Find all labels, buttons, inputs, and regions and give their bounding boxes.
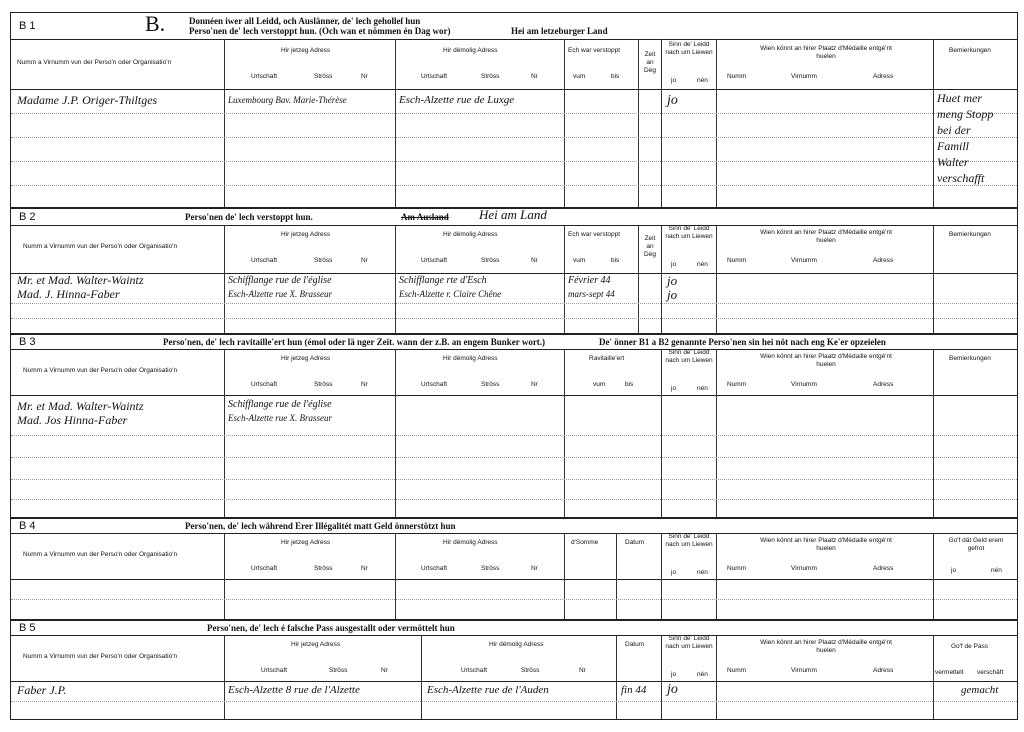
b4-col-nen: nén: [697, 569, 708, 576]
b1-remark-5: Walter: [937, 155, 969, 169]
b5-body: [11, 681, 1017, 719]
b1-code: B 1: [19, 20, 36, 32]
b4-col-datum: Datum: [625, 539, 645, 546]
b2-col-virnumm: Virnumm: [791, 257, 817, 264]
b2-entry2-date: mars-sept 44: [568, 289, 615, 299]
b1-col-old-stross: Ströss: [481, 73, 500, 80]
b3-entry2-current: Esch-Alzette rue X. Brasseur: [228, 413, 332, 423]
b2-col-nr: Nr: [361, 257, 368, 264]
b5-col-old-urtschaft: Urtschaft: [461, 667, 488, 674]
b1-remark-2: meng Stopp: [937, 107, 994, 121]
b5-col-medal: Wien könnt an hirer Plaatz d'Médaille entgé'nt huelen: [760, 639, 892, 654]
b2-col-bis: bis: [611, 257, 620, 264]
b2-col-medal: Wien könnt an hirer Plaatz d'Médaille entgé'nt huelen: [760, 229, 892, 244]
b5-title-band: [11, 621, 1017, 636]
b1-jo: jo: [667, 93, 678, 108]
b1-col-nen: nén: [697, 77, 708, 84]
b4-col-stross: Ströss: [314, 565, 333, 572]
b1-current: Luxembourg Bav. Marie-Thérèse: [228, 95, 347, 105]
b3-col-sinn: Sinn de' Leidd nach um Liewen: [665, 349, 713, 364]
b2-col-nen: nén: [697, 261, 708, 268]
b2-entry1-jo: jo: [667, 273, 678, 288]
b2-code: B 2: [19, 211, 36, 223]
b3-col-nen: nén: [697, 385, 708, 392]
b3-col-jo: jo: [671, 385, 677, 392]
b5-col-old: Hir dëmolig Adress: [489, 641, 544, 648]
b5-current: Esch-Alzette 8 rue de l'Alzette: [228, 684, 360, 696]
b5-col-numm: Numm: [727, 667, 747, 674]
b1-col-nr: Nr: [361, 73, 368, 80]
b3-column-header: [11, 349, 1017, 396]
b2-col-old-stross: Ströss: [481, 257, 500, 264]
b1-remark-3: bei der: [937, 123, 971, 137]
b4-col-geld: Go'f dät Geld erem gefrot: [948, 537, 1004, 552]
b1-col-name: Numm a Virnumm vun der Perso'n oder Organisatio'n: [17, 59, 172, 66]
b1-col-numm: Numm: [727, 73, 747, 80]
b2-col-sinn: Sinn de' Leidd nach um Liewen: [665, 225, 713, 240]
b5-col-current: Hir jetzeg Adress: [291, 641, 341, 648]
b2-col-hidden: Ech war verstoppt: [568, 231, 621, 238]
b2-entry1-current: Schifflange rue de l'église: [228, 275, 332, 286]
b3-body: [11, 395, 1017, 517]
b2-title: Perso'nen de' lech verstoppt hun.: [185, 212, 313, 222]
b1-col-adress: Adress: [873, 73, 894, 80]
b3-col-name: Numm a Virnumm vun der Perso'n oder Organisatio'n: [23, 367, 178, 374]
b2-col-remarks: Bemierkungen: [949, 231, 991, 238]
b2-column-header: [11, 225, 1017, 274]
b1-name: Madame J.P. Origer-Thiltges: [17, 93, 158, 107]
b1-column-header: [11, 39, 1017, 90]
section-b2: [10, 208, 1018, 334]
b5-col-stross: Ströss: [329, 667, 348, 674]
header-line1: Donnéen iwer all Leidd, och Auslänner, de' lech geholleſ hun: [189, 16, 421, 26]
b2-col-old: Hir dëmolig Adress: [443, 231, 498, 238]
b3-col-adress: Adress: [873, 381, 894, 388]
b3-entry2-name: Mad. Jos Hinna-Faber: [17, 413, 128, 427]
header-line2: Perso'nen de' lech verstoppt hun. (Och wan et nõmmen én Dag wor): [189, 26, 451, 36]
section-b1: [10, 12, 1018, 208]
b4-column-header: [11, 533, 1017, 580]
b3-col-medal: Wien könnt an hirer Plaatz d'Médaille entgé'nt huelen: [760, 353, 892, 368]
b5-col-vermettelt: vermettelt: [935, 669, 964, 676]
b5-old: Esch-Alzette rue de l'Auden: [427, 684, 549, 696]
b3-col-vum: vum: [593, 381, 606, 388]
section-b5: [10, 620, 1018, 720]
b1-col-medal: Wien könnt an hirer Plaatz d'Médaille entgé'nt huelen: [760, 45, 892, 60]
b2-col-name: Numm a Virnumm vun der Perso'n oder Organisatio'n: [23, 243, 178, 250]
b5-col-nen: nén: [697, 671, 708, 678]
b3-col-current: Hir jetzeg Adress: [281, 355, 331, 362]
b5-col-sinn: Sinn de' Leidd nach um Liewen: [665, 635, 713, 650]
b5-name: Faber J.P.: [17, 683, 67, 697]
b4-col-medal: Wien könnt an hirer Plaatz d'Médaille entgé'nt huelen: [760, 537, 892, 552]
b1-col-sinn: Sinn de' Leidd nach um Liewen: [665, 41, 713, 56]
b3-col-ravitaille: Ravitaille'ert: [589, 355, 625, 362]
b2-entry2-current: Esch-Alzette rue X. Brasseur: [228, 289, 332, 299]
b4-col-numm: Numm: [727, 565, 747, 572]
b4-col-old-stross: Ströss: [481, 565, 500, 572]
b1-remark-6: verschafft: [937, 171, 985, 185]
b3-code: B 3: [19, 336, 36, 348]
b2-col-numm: Numm: [727, 257, 747, 264]
b3-col-nr: Nr: [361, 381, 368, 388]
b4-title: Perso'nen, de' lech während Erer Illégalitét matt Geld önnerstötzt hun: [185, 521, 456, 531]
b1-col-virnumm: Virnumm: [791, 73, 817, 80]
b3-col-remarks: Bemierkungen: [949, 355, 991, 362]
b4-body: [11, 579, 1017, 619]
b5-col-datum: Datum: [625, 641, 645, 648]
b4-col-geld-nen: nén: [991, 567, 1002, 574]
b4-col-geld-jo: jo: [951, 567, 957, 574]
b4-col-jo: jo: [671, 569, 677, 576]
b5-column-header: [11, 635, 1017, 682]
b2-col-vum: vum: [573, 257, 586, 264]
b4-title-band: [11, 519, 1017, 534]
b1-col-current: Hir jetzeg Adress: [281, 47, 331, 54]
b2-col-urtschaft: Urtschaft: [251, 257, 278, 264]
b1-col-urtschaft: Urtschaft: [251, 73, 278, 80]
header-line2-right: Hei am letzeburger Land: [511, 26, 608, 36]
big-letter: B.: [145, 11, 166, 36]
b2-col-old-urtschaft: Urtschaft: [421, 257, 448, 264]
b4-col-old-urtschaft: Urtschaft: [421, 565, 448, 572]
b4-col-old: Hir dëmolig Adress: [443, 539, 498, 546]
b2-handwritten: Hei am Land: [479, 207, 547, 222]
b2-body: [11, 273, 1017, 333]
b1-old: Esch-Alzette rue de Luxge: [399, 94, 515, 106]
b1-body: [11, 89, 1017, 207]
b3-col-bis: bis: [625, 381, 634, 388]
b4-col-sinn: Sinn de' Leidd nach um Liewen: [665, 533, 713, 548]
b1-col-zeit: Zeit an Dég: [644, 51, 656, 74]
b5-col-jo: jo: [671, 671, 677, 678]
b5-date: fin 44: [621, 684, 647, 696]
b5-jo: jo: [667, 682, 678, 697]
b5-col-pass: Go'f de Pass: [951, 643, 989, 650]
b5-col-nr: Nr: [381, 667, 388, 674]
b3-col-urtschaft: Urtschaft: [251, 381, 278, 388]
b3-title-band: [11, 335, 1017, 350]
b5-col-urtschaft: Urtschaft: [261, 667, 288, 674]
b4-col-sommen: d'Somme: [571, 539, 599, 546]
b2-col-adress: Adress: [873, 257, 894, 264]
b1-col-remarks: Bemierkungen: [949, 47, 991, 54]
b2-col-zeit: Zeit an Dég: [644, 235, 656, 258]
section-b3: [10, 334, 1018, 518]
b5-col-virnumm: Virnumm: [791, 667, 817, 674]
b1-col-jo: jo: [671, 77, 677, 84]
b3-col-virnumm: Virnumm: [791, 381, 817, 388]
b1-col-old-nr: Nr: [531, 73, 538, 80]
b2-col-stross: Ströss: [314, 257, 333, 264]
b4-code: B 4: [19, 520, 36, 532]
b4-col-name: Numm a Virnumm vun der Perso'n oder Organisatio'n: [23, 551, 178, 558]
b5-col-old-stross: Ströss: [521, 667, 540, 674]
b5-col-old-nr: Nr: [579, 667, 586, 674]
b1-col-vum: vum: [573, 73, 586, 80]
b3-title-right: De' önner B1 a B2 genannte Perso'nen sin hei nöt nach eng Ke'er opzeielen: [599, 337, 886, 347]
b2-entry1-old: Schifflange rte d'Esch: [399, 275, 487, 286]
b2-col-old-nr: Nr: [531, 257, 538, 264]
b3-entry1-name: Mr. et Mad. Walter-Waintz: [17, 399, 144, 413]
b1-title-band: [11, 13, 1017, 40]
b3-entry1-current: Schifflange rue de l'église: [228, 399, 332, 410]
b4-col-urtschaft: Urtschaft: [251, 565, 278, 572]
b3-col-old-nr: Nr: [531, 381, 538, 388]
b2-entry1-name: Mr. et Mad. Walter-Waintz: [17, 273, 144, 287]
b2-title-band: [11, 209, 1017, 226]
b2-entry2-jo: jo: [667, 287, 678, 302]
b5-pass: gemacht: [961, 684, 999, 696]
b4-col-adress: Adress: [873, 565, 894, 572]
b1-col-old: Hir dëmolig Adress: [443, 47, 498, 54]
b5-title: Perso'nen, de' lech é falsche Pass ausgestallt oder vermöttelt hun: [207, 623, 455, 633]
b1-col-bis: bis: [611, 73, 620, 80]
section-b4: [10, 518, 1018, 620]
b2-col-current: Hir jetzeg Adress: [281, 231, 331, 238]
b1-col-stross: Ströss: [314, 73, 333, 80]
b3-title: Perso'nen, de' lech ravitaille'ert hun (émol oder lä nger Zeit. wann der z.B. an engem Bunker wort.): [163, 337, 546, 347]
b4-col-current: Hir jetzeg Adress: [281, 539, 331, 546]
b3-col-stross: Ströss: [314, 381, 333, 388]
b5-col-verschaft: verschäft: [977, 669, 1004, 676]
b2-struck: Am Ausland: [401, 212, 449, 222]
b1-col-hidden: Ech war verstoppt: [568, 47, 621, 54]
b3-col-old-urtschaft: Urtschaft: [421, 381, 448, 388]
b1-remark-1: Huet mer: [937, 91, 982, 105]
b2-entry1-date: Février 44: [568, 275, 611, 286]
b5-col-adress: Adress: [873, 667, 894, 674]
b4-col-nr: Nr: [361, 565, 368, 572]
b5-col-name: Numm a Virnumm vun der Perso'n oder Organisatio'n: [23, 653, 178, 660]
b4-col-old-nr: Nr: [531, 565, 538, 572]
b4-col-virnumm: Virnumm: [791, 565, 817, 572]
b3-col-old-stross: Ströss: [481, 381, 500, 388]
b1-col-old-urtschaft: Urtschaft: [421, 73, 448, 80]
b3-col-old: Hir dëmolig Adress: [443, 355, 498, 362]
b1-remark-4: Famill: [937, 139, 969, 153]
b5-code: B 5: [19, 622, 36, 634]
b2-entry2-name: Mad. J. Hinna-Faber: [17, 287, 120, 301]
b2-col-jo: jo: [671, 261, 677, 268]
b3-col-numm: Numm: [727, 381, 747, 388]
b2-entry2-old: Esch-Alzette r. Claire Chêne: [399, 289, 502, 299]
form-page: [10, 12, 1018, 720]
